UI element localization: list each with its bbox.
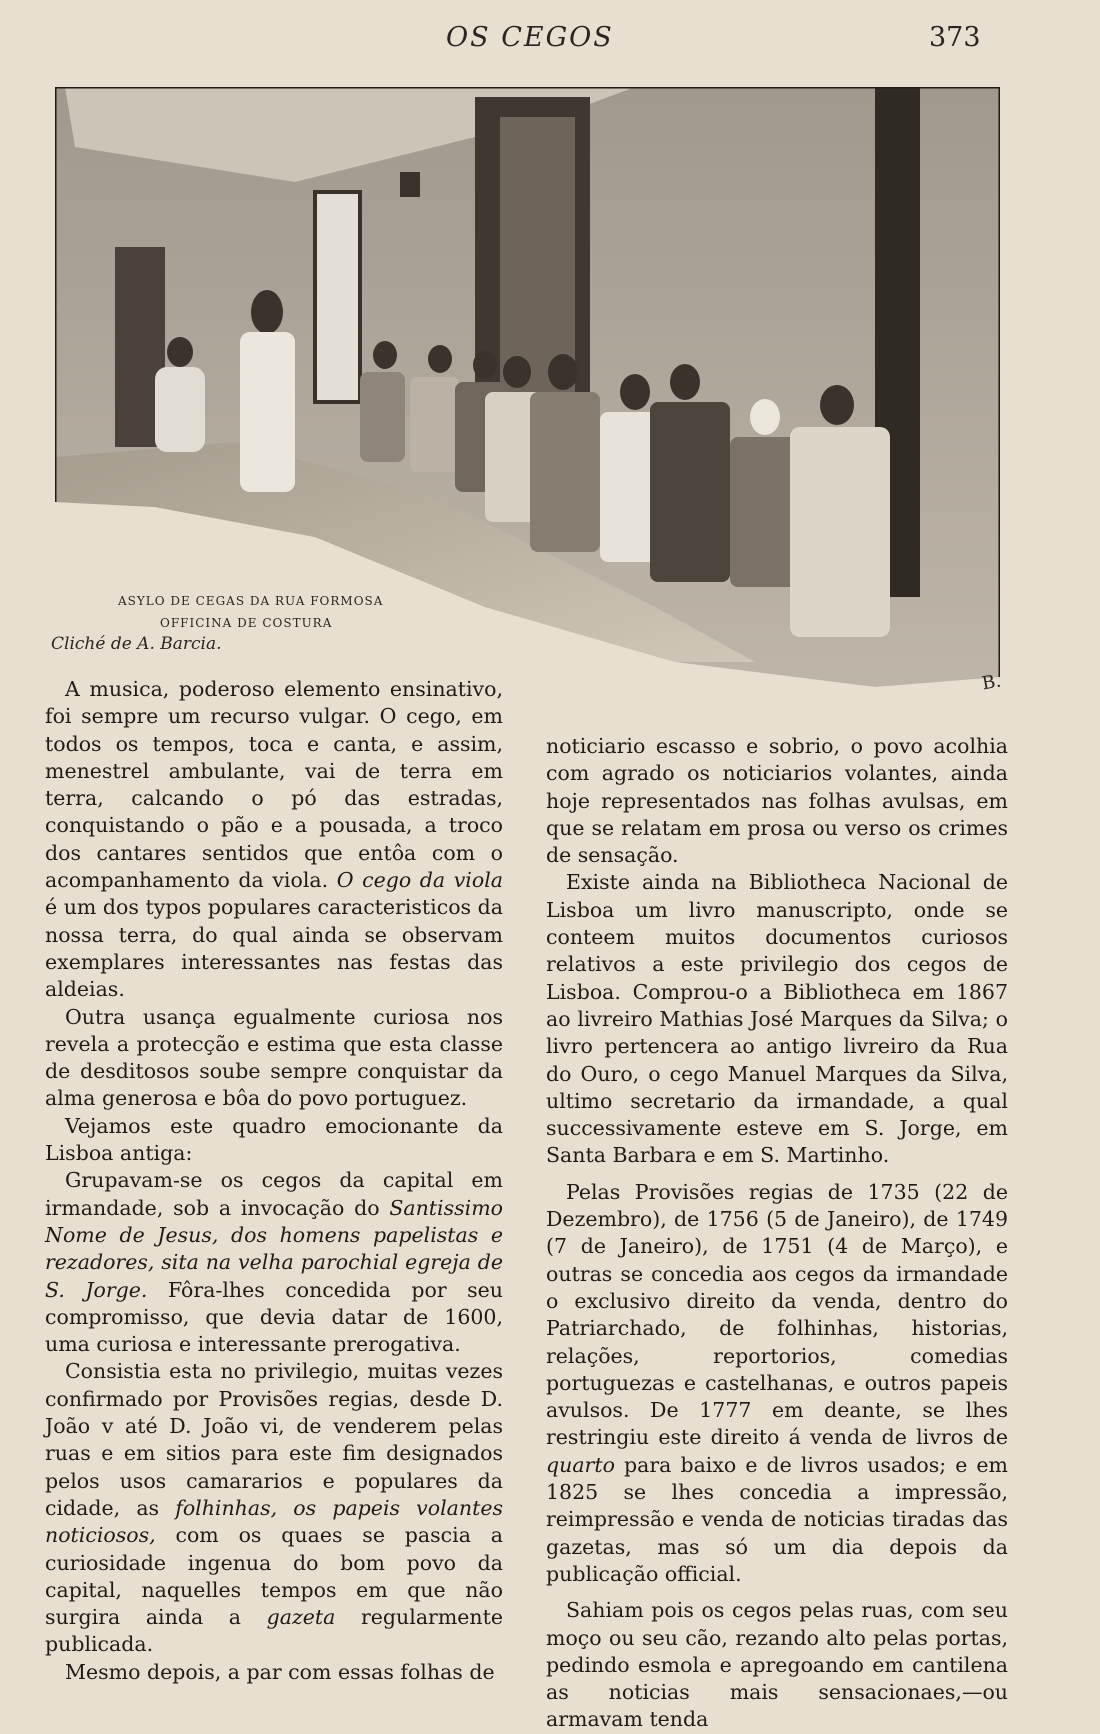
artist-signature: B. <box>980 670 1003 695</box>
paragraph: Existe ainda na Bibliotheca Nacional de Lisboa um livro manuscripto, onde se conteem muitos documentos curiosos relativos a este privilegio dos cegos de Lisboa. Comprou-o a Bibliotheca em 1867 ao livreiro Mathias José Marques da Silva; o livro pertencera ao antigo livreiro da Rua do Ouro, o cego Manuel Marques da Silva, ultimo secretario da irmandade, a qual successivamente esteve em S. Jorge, em Santa Barbara e em S. Martinho. <box>546 870 1008 1168</box>
paragraph-text: Consistia esta no privilegio, muitas vezes confirmado por Provisões regias, desde D. João v até D. João vi, de venderem pelas ruas e em sitios para este fim designados pelos usos camararios e populares da cidade, as <box>45 1359 503 1520</box>
italic-text: Santissimo Nome de Jesus, dos homens papelistas e rezadores, sita na velha parochial egreja de S. Jorge. <box>45 1195 503 1302</box>
paragraph: Outra usança egualmente curiosa nos revela a protecção e estima que esta classe de desditosos soube sempre conquistar da alma generosa e bôa do povo portuguez. <box>45 1004 503 1111</box>
paragraph-text: A musica, poderoso elemento ensinativo, foi sempre um recurso vulgar. O cego, em todos os tempos, toca e canta, e assim, menestrel ambulante, vai de terra em terra, calcando o pó das estradas, conquistando o pão e a pousada, a troco dos cantares sentidos que entôa com o acompanhamento da viola. <box>45 677 503 893</box>
right-column <box>546 733 1008 1734</box>
paragraph-text: é um dos typos populares caracteristicos da nossa terra, do qual ainda se observam exemplares interessantes nas festas das aldeias. <box>45 895 503 1002</box>
left-column <box>45 676 503 1686</box>
paragraph <box>45 1167 503 1358</box>
paragraph-text: Grupavam-se os cegos da capital em irmandade, sob a invocação do <box>45 1168 503 1220</box>
paragraph <box>546 1179 1008 1588</box>
page-number: 373 <box>929 22 981 53</box>
italic-text: gazeta <box>266 1605 336 1630</box>
paragraph: Vejamos este quadro emocionante da Lisboa antiga: <box>45 1113 503 1166</box>
italic-text: folhinhas, os papeis volantes noticiosos, <box>45 1495 503 1548</box>
caption-line-1: ASYLO DE CEGAS DA RUA FORMOSA <box>118 594 384 608</box>
paragraph: Mesmo depois, a par com essas folhas de <box>65 1659 495 1684</box>
paragraph-text: para baixo e de livros usados; e em 1825 se lhes concedia a impressão, reimpressão e venda de noticias tiradas das gazetas, mas só um dia depois da publicação official. <box>546 1452 1008 1586</box>
paragraph-text: Fôra-lhes concedida por seu compromisso, que devia datar de 1600, uma curiosa e interessante prerogativa. <box>45 1277 503 1357</box>
paragraph <box>45 676 503 1004</box>
page-header <box>0 18 1100 58</box>
photo-credit: Cliché de A. Barcia. <box>51 634 222 654</box>
paragraph-continued: noticiario escasso e sobrio, o povo acolhia com agrado os noticiarios volantes, ainda hoje representados nas folhas avulsas, em que se relatam em prosa ou verso os crimes de sensação. <box>546 734 1008 868</box>
running-title: OS CEGOS <box>446 22 614 53</box>
caption-line-2: OFFICINA DE COSTURA <box>160 616 333 630</box>
italic-text: quarto <box>546 1452 615 1477</box>
italic-text: O cego da viola <box>336 868 503 893</box>
paragraph: Sahiam pois os cegos pelas ruas, com seu moço ou seu cão, rezando alto pelas portas, pedindo esmola e apregoando em cantilena as noticias mais sensacionaes,—ou armavam tenda <box>546 1598 1008 1732</box>
paragraph-text: Pelas Provisões regias de 1735 (22 de Dezembro), de 1756 (5 de Janeiro), de 1749 (7 de Janeiro), de 1751 (4 de Março), e outras se concedia aos cegos da irmandade o exclusivo direito da venda, dentro do Patriarchado, de folhinhas, historias, relações, reportorios, comedias portuguezas e castelhanas, e outros papeis avulsos. De 1777 em deante, se lhes restringiu este direito á venda de livros de <box>546 1179 1008 1450</box>
photograph-sewing-workshop <box>55 87 1003 702</box>
paragraph-text: regularmente publicada. <box>45 1605 503 1657</box>
paragraph <box>45 1358 503 1658</box>
paragraph-text: com os quaes se pascia a curiosidade ingenua do bom povo da capital, naquelles tempos em que não surgira ainda a <box>45 1523 503 1630</box>
